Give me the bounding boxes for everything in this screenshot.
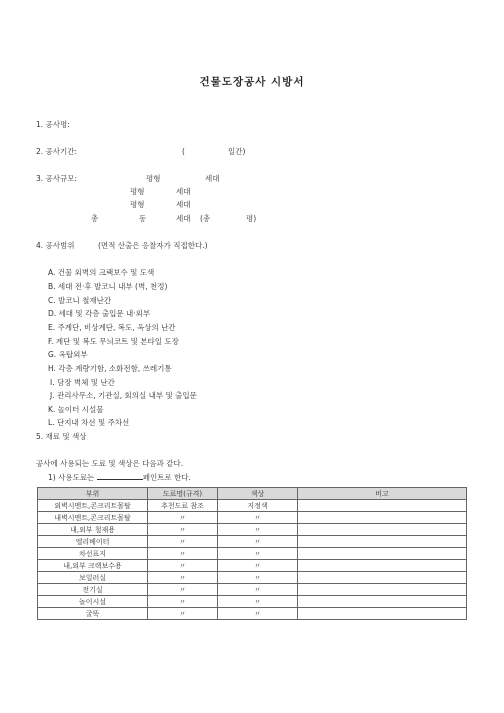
scale-row2-units: 세대 (176, 187, 191, 196)
table-row (38, 584, 467, 596)
section-1-project-name: 1. 공사명: (36, 120, 70, 129)
section-2-period-label: 2. 공사기간: (36, 147, 78, 156)
cell-remarks (298, 500, 467, 512)
section-3-scale-label: 3. 공사규모: (36, 174, 78, 183)
scope-item: F. 계단 및 복도 무늬코트 및 본타일 도장 (48, 337, 179, 346)
cell-color: 〃 (218, 512, 298, 524)
cell-remarks (298, 572, 467, 584)
cell-paint: 〃 (148, 536, 218, 548)
cell-paint: 〃 (148, 560, 218, 572)
cell-area: 내,외부 크랙보수용 (38, 560, 148, 572)
scope-item: G. 옥탑외부 (48, 350, 88, 359)
cell-area: 굴뚝 (38, 608, 148, 620)
scope-item: H. 각층 계량기함, 소화전함, 쓰레기통 (48, 364, 172, 373)
section-2-days: 일간) (228, 147, 246, 156)
cell-remarks (298, 524, 467, 536)
cell-remarks (298, 560, 467, 572)
cell-color: 지정색 (218, 500, 298, 512)
cell-color: 〃 (218, 524, 298, 536)
cell-color: 〃 (218, 560, 298, 572)
cell-area: 차선표지 (38, 548, 148, 560)
cell-area: 엘리베이터 (38, 536, 148, 548)
table-header-row (38, 488, 467, 500)
scope-item: E. 주계단, 비상계단, 복도, 옥상의 난간 (48, 323, 176, 332)
table-row (38, 572, 467, 584)
table-row (38, 548, 467, 560)
cell-paint: 추천도료 참조 (148, 500, 218, 512)
cell-color: 〃 (218, 548, 298, 560)
section-4-scope-label: 4. 공사범위 (36, 241, 75, 250)
scope-item: A. 건물 외벽의 크랙보수 및 도색 (48, 268, 155, 277)
cell-remarks (298, 584, 467, 596)
cell-color: 〃 (218, 608, 298, 620)
cell-area: 놀이시설 (38, 596, 148, 608)
table-row (38, 524, 467, 536)
section-4-scope-note: (면적 산출은 응찰자가 직접한다.) (98, 241, 208, 250)
table-row (38, 596, 467, 608)
cell-paint: 〃 (148, 584, 218, 596)
scope-item: B. 세대 전·후 발코니 내부 (벽, 천정) (48, 282, 168, 291)
scope-item: J. 관리사무소, 기관실, 회의실 내부 및 출입문 (50, 391, 197, 400)
section-2-paren-open: ( (182, 147, 185, 156)
table-row (38, 560, 467, 572)
scale-row1-type: 평형 (146, 174, 161, 183)
table-row (38, 608, 467, 620)
cell-paint: 〃 (148, 608, 218, 620)
scale-row1-units: 세대 (205, 174, 220, 183)
cell-color: 〃 (218, 596, 298, 608)
scale-total-units: 세대 (176, 214, 191, 223)
cell-paint: 〃 (148, 572, 218, 584)
scale-row3-type: 평형 (130, 200, 145, 209)
scope-item: D. 세대 및 각층 출입문 내·외부 (48, 309, 151, 318)
paint-type-suffix: 페인트로 한다. (142, 473, 191, 482)
header-paint-name: 도료명(규격) (148, 488, 218, 500)
document-title: 건물도장공사 시방서 (199, 76, 305, 88)
cell-paint: 〃 (148, 596, 218, 608)
header-area: 부위 (38, 488, 148, 500)
cell-color: 〃 (218, 584, 298, 596)
paint-type-prefix: 1) 사용도료는 (48, 473, 95, 482)
cell-remarks (298, 608, 467, 620)
table-row (38, 512, 467, 524)
cell-remarks (298, 548, 467, 560)
cell-color: 〃 (218, 572, 298, 584)
cell-color: 〃 (218, 536, 298, 548)
table-row (38, 536, 467, 548)
cell-paint: 〃 (148, 548, 218, 560)
cell-area: 외벽시멘트,콘크리트몰탈 (38, 500, 148, 512)
paint-type-line (48, 472, 191, 483)
scale-total-area-close: 평) (246, 214, 257, 223)
scale-total-area-open: (총 (200, 214, 211, 223)
header-color: 색상 (218, 488, 298, 500)
cell-area: 내,외부 철재용 (38, 524, 148, 536)
cell-area: 내벽시멘트,콘크리트몰탈 (38, 512, 148, 524)
section-5-materials: 5. 재료 및 색상 (36, 432, 87, 441)
table-row (38, 500, 467, 512)
materials-intro: 공사에 사용되는 도료 및 색상은 다음과 같다. (36, 459, 184, 468)
scale-total-label: 총 (91, 214, 99, 223)
header-remarks: 비고 (298, 488, 467, 500)
cell-area: 보일러실 (38, 572, 148, 584)
cell-remarks (298, 536, 467, 548)
cell-remarks (298, 596, 467, 608)
cell-remarks (298, 512, 467, 524)
scope-item: I. 담장 벽체 및 난간 (50, 378, 115, 387)
scope-item: C. 발코니 철재난간 (48, 296, 112, 305)
scale-row2-type: 평형 (130, 187, 145, 196)
paint-spec-table (37, 487, 467, 620)
cell-paint: 〃 (148, 524, 218, 536)
cell-area: 전기실 (38, 584, 148, 596)
paint-type-blank (97, 472, 143, 480)
scale-row3-units: 세대 (176, 200, 191, 209)
scope-item: L. 단지내 차선 및 주차선 (48, 418, 130, 427)
scope-item: K. 놀이터 시설물 (48, 405, 104, 414)
scale-buildings-label: 동 (139, 214, 147, 223)
cell-paint: 〃 (148, 512, 218, 524)
